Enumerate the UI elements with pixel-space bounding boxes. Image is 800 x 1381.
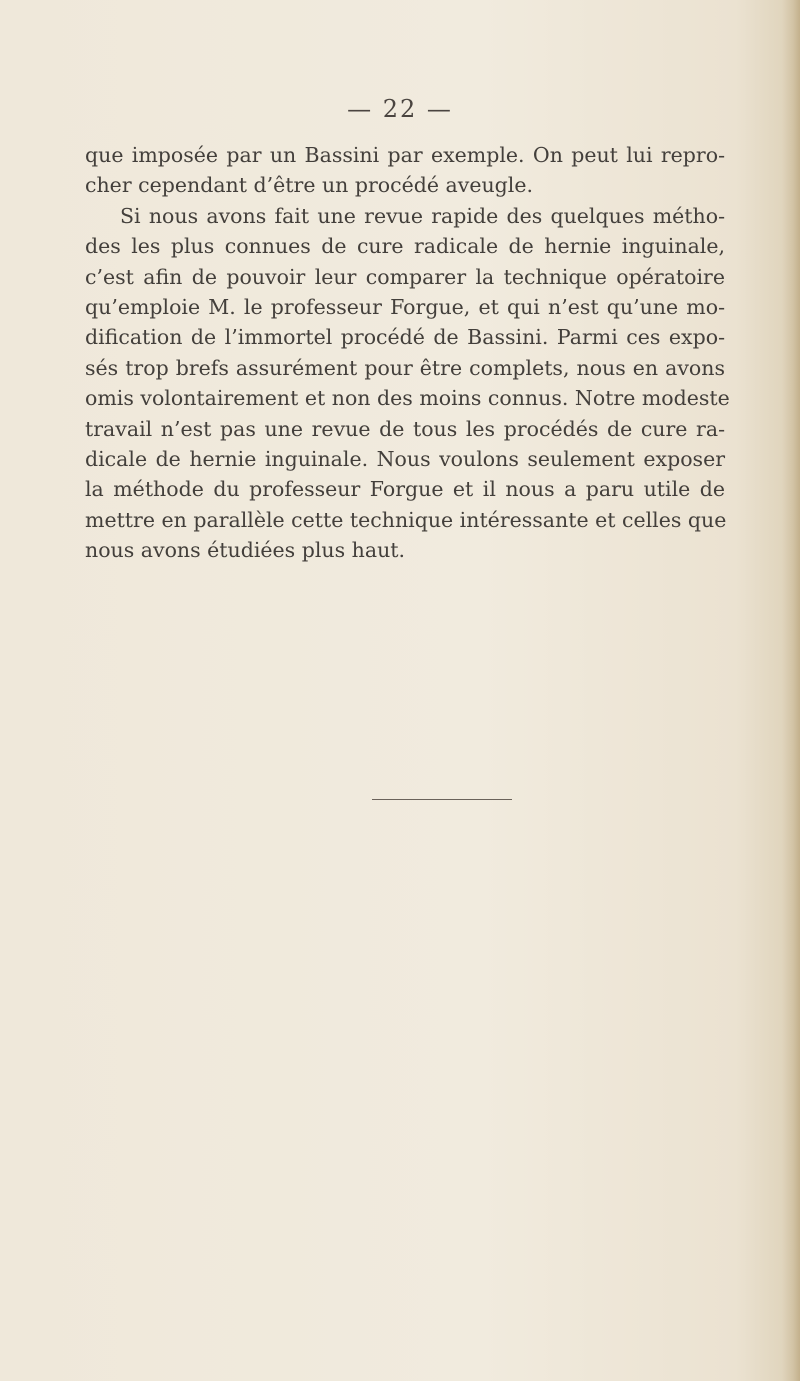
text-line: cher cependant d’être un procédé aveugle. bbox=[85, 173, 533, 198]
text-line: qu’emploie M. le professeur Forgue, et qui n’est qu’une mo- bbox=[85, 295, 725, 320]
text-line: travail n’est pas une revue de tous les procédés de cure ra- bbox=[85, 416, 725, 441]
text-line: dicale de hernie inguinale. Nous voulons seulement exposer bbox=[85, 447, 725, 472]
page-edge-shadow bbox=[782, 0, 800, 1381]
text-line: sés trop brefs assurément pour être complets, nous en avons bbox=[85, 355, 725, 380]
text-line: dification de l’immortel procédé de Bassini. Parmi ces expo- bbox=[85, 325, 725, 350]
text-line: nous avons étudiées plus haut. bbox=[85, 538, 406, 563]
body-text bbox=[85, 140, 730, 566]
text-line: que imposée par un Bassini par exemple. On peut lui repro- bbox=[85, 143, 725, 167]
text-line: mettre en parallèle cette technique intéressante et celles que bbox=[85, 507, 727, 532]
page-number: — 22 — bbox=[347, 95, 453, 123]
text-line: des les plus connues de cure radicale de hernie inguinale, bbox=[85, 234, 725, 259]
text-line: c’est afin de pouvoir leur comparer la technique opératoire bbox=[85, 264, 725, 289]
section-separator-rule bbox=[372, 799, 512, 800]
text-line: la méthode du professeur Forgue et il nous a paru utile de bbox=[85, 477, 725, 502]
paragraph-first-line: Si nous avons fait une revue rapide des quelques métho- bbox=[120, 203, 725, 228]
text-line: omis volontairement et non des moins connus. Notre modeste bbox=[85, 386, 730, 411]
